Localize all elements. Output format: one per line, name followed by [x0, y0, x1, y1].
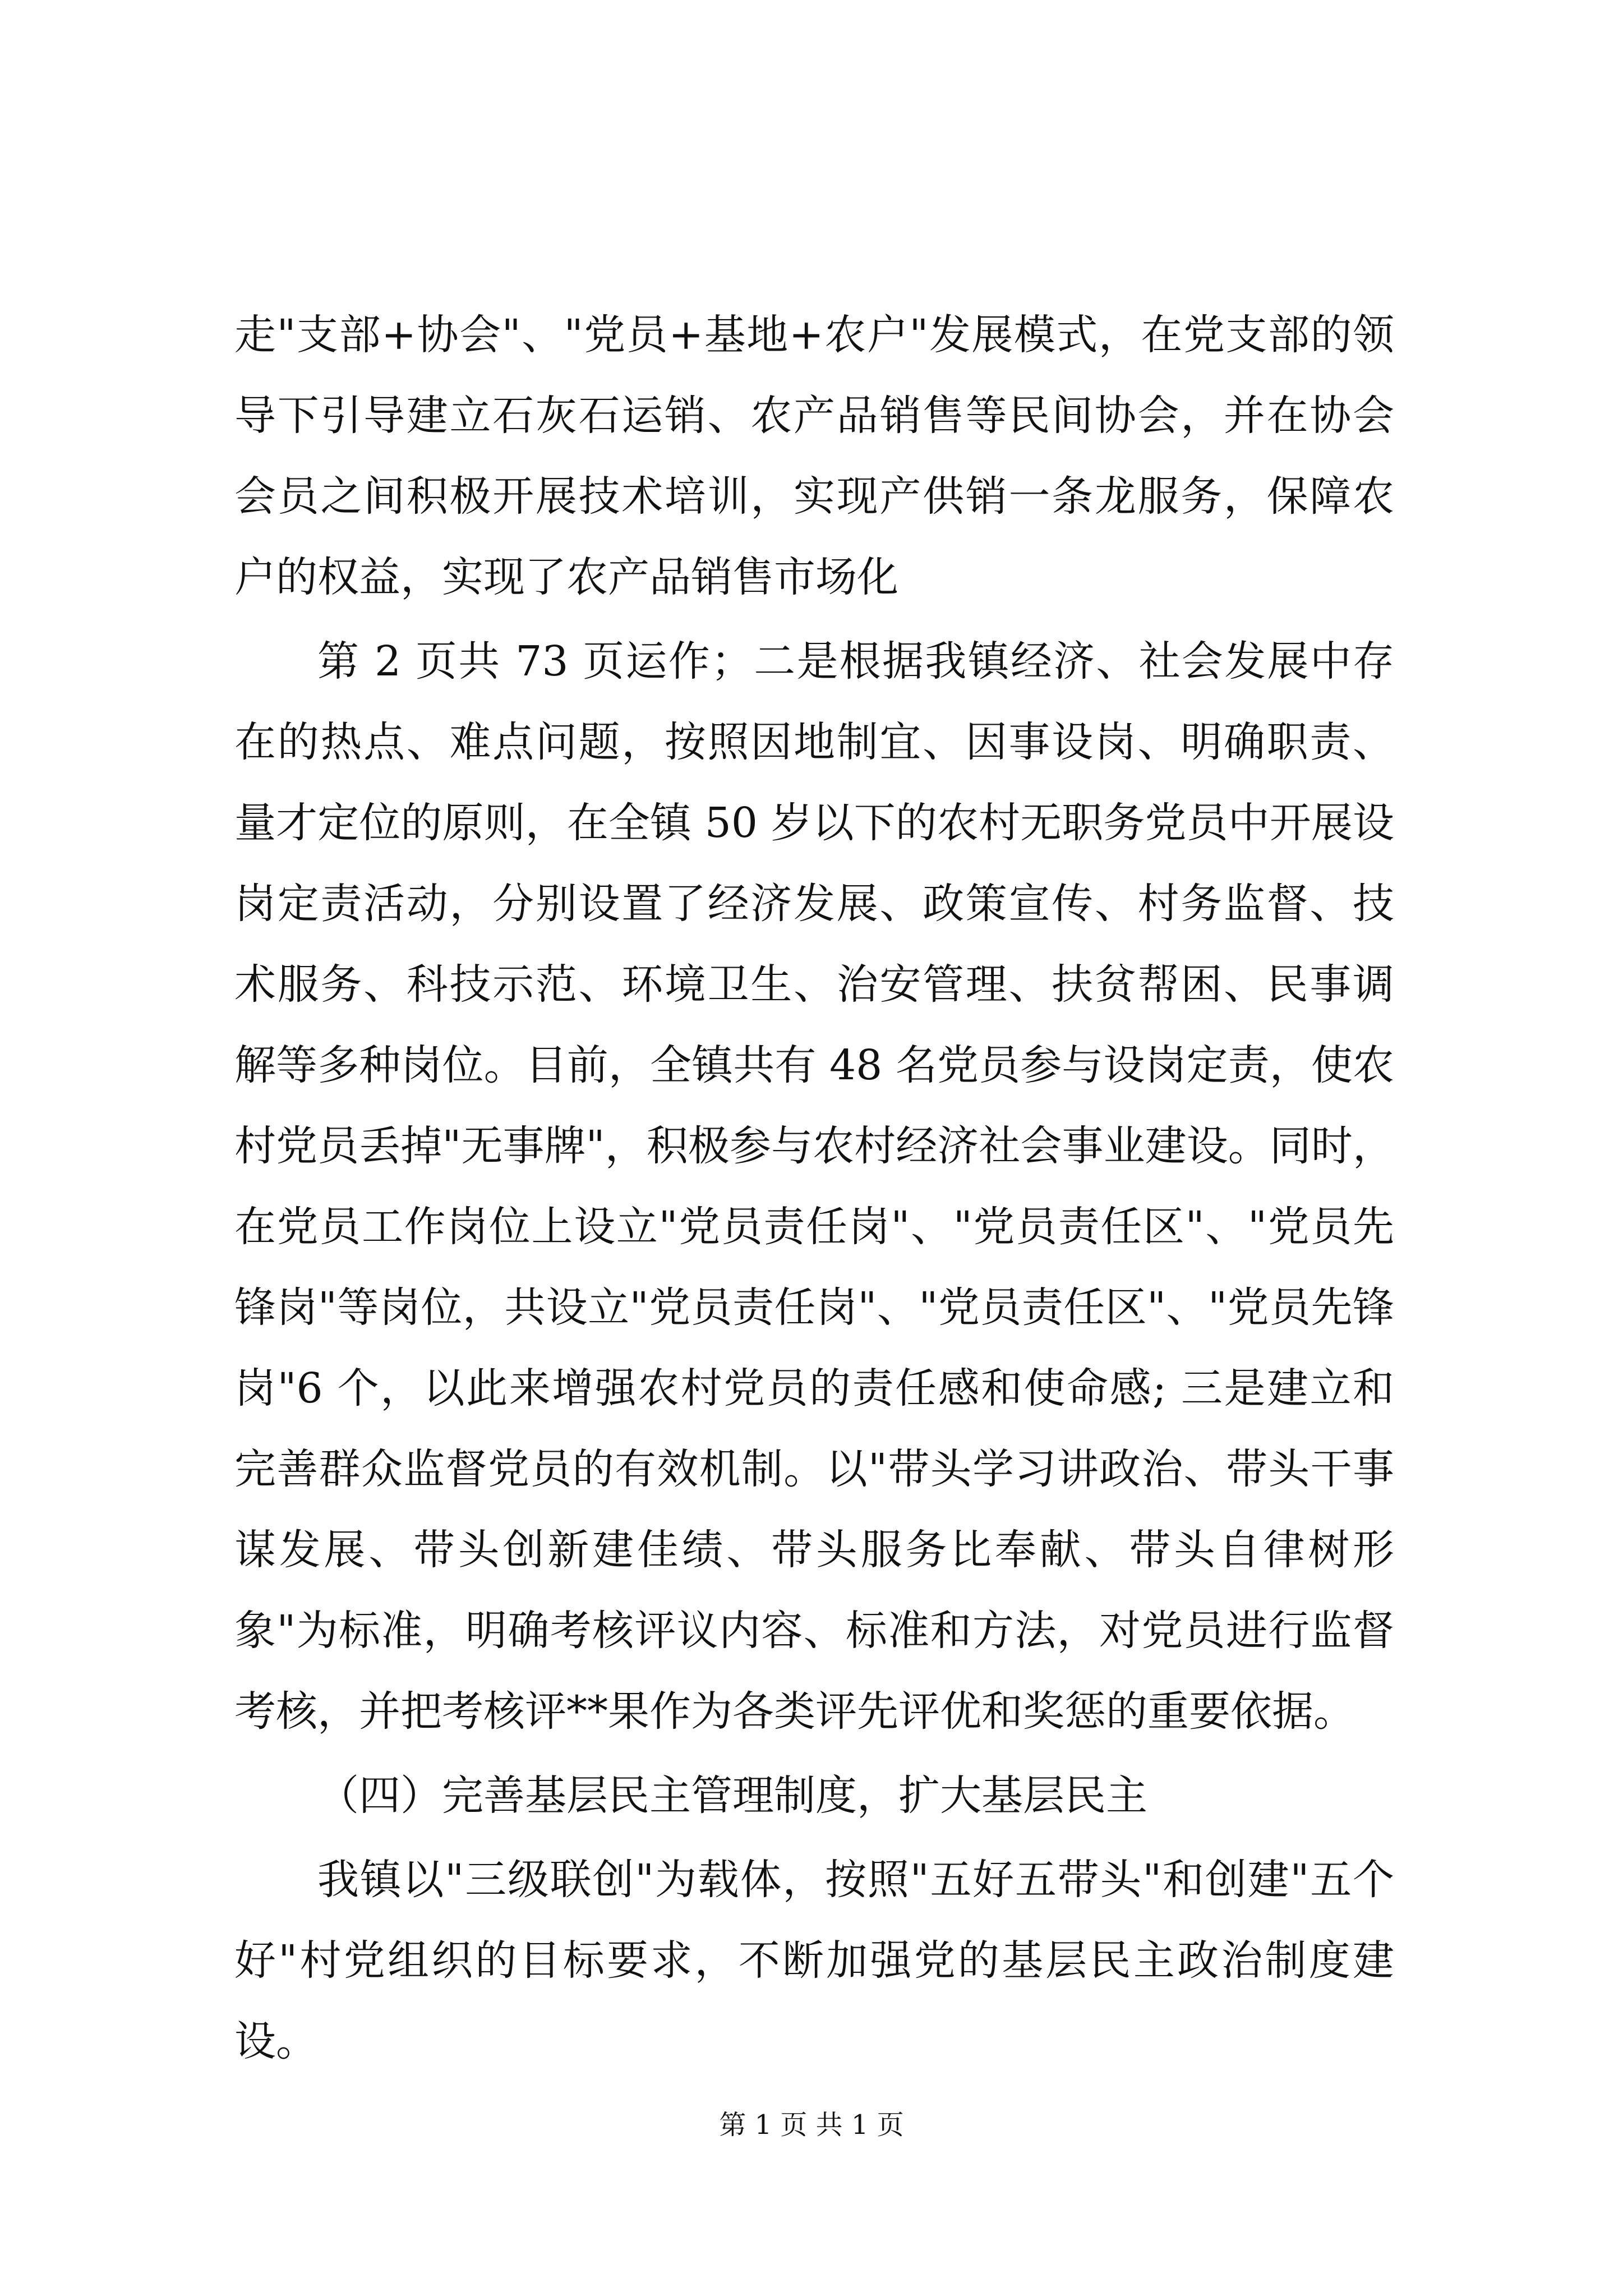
page-footer: 第 1 页 共 1 页: [719, 2109, 904, 2141]
paragraph-2: 第 2 页共 73 页运作；二是根据我镇经济、社会发展中存在的热点、难点问题，按照因地制宜、因事设岗、明确职责、量才定位的原则，在全镇 50 岁以下的农村无职务党员中开展设岗定责活动，分别设置了经济发展、政策宣传、村务监督、技术服务、科技示范、环境卫生、治安管理、扶贫帮困、民事调解等多种岗位。目前，全镇共有 48 名党员参与设岗定责，使农村党员丢掉"无事牌"，积极参与农村经济社会事业建设。同时，在党员工作岗位上设立"党员责任岗"、"党员责任区"、"党员先锋岗"等岗位，共设立"党员责任岗"、"党员责任区"、"党员先锋岗"6 个，以此来增强农村党员的责任感和使命感; 三是建立和完善群众监督党员的有效机制。以"带头学习讲政治、带头干事谋发展、带头创新建佳绩、带头服务比奉献、带头自律树形象"为标准，明确考核评议内容、标准和方法，对党员进行监督考核，并把考核评**果作为各类评先评优和奖惩的重要依据。: [234, 637, 1394, 1736]
section-heading: （四）完善基层民主管理制度，扩大基层民主: [317, 1772, 1147, 1820]
document-body: [234, 295, 1394, 2082]
paragraph-1: 走"支部+协会"、"党员+基地+农户"发展模式，在党支部的领导下引导建立石灰石运销、农产品销售等民间协会，并在协会会员之间积极开展技术培训，实现产供销一条龙服务，保障农户的权益，实现了农产品销售市场化: [234, 311, 1394, 601]
paragraph-3: 我镇以"三级联创"为载体，按照"五好五带头"和创建"五个好"村党组织的目标要求，不断加强党的基层民主政治制度建设。: [234, 1856, 1394, 2065]
